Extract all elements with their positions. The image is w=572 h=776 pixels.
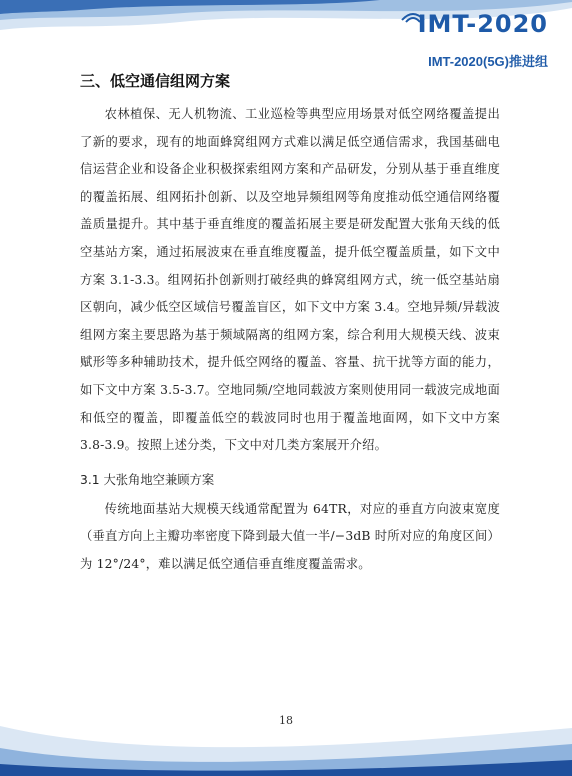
section-intro-paragraph: 农林植保、无人机物流、工业巡检等典型应用场景对低空网络覆盖提出了新的要求，现有的地面蜂窝组网方式难以满足低空通信需求，我国基础电信运营企业和设备企业积极探索组网方案和产品研发，分别从基于垂直维度的覆盖拓展、组网拓扑创新、以及空地异频组网等角度推动低空通信网络覆盖质量提升。其中基于垂直维度的覆盖拓展主要是研发配置大张角天线的低空基站方案，通过拓展波束在垂直维度覆盖，提升低空覆盖质量，如下文中方案 3.1-3.3。组网拓扑创新则打破经典的蜂窝组网方式，统一低空基站扇区朝向，减少低空区域信号覆盖盲区，如下文中方案 3.4。空地异频/异载波组网方案主要思路为基于频域隔离的组网方案，综合利用大规模天线、波束赋形等多种辅助技术，提升低空网络的覆盖、容量、抗干扰等方面的能力，如下文中方案 3.5-3.7。空地同频/空地同载波方案则使用同一载波完成地面和低空的覆盖，即覆盖低空的载波同时也用于覆盖地面网，如下文中方案 3.8-3.9。按照上述分类，下文中对几类方案展开介绍。 (80, 107, 500, 453)
subsection-body-paragraph: 传统地面基站大规模天线通常配置为 64TR，对应的垂直方向波束宽度（垂直方向上主瓣功率密度下降到最大值一半/−3dB 时所对应的角度区间）为 12°/24°，难以满足低空通信垂直维度覆盖需求。 (80, 501, 500, 571)
page-content (80, 70, 500, 579)
subsection-title: 3.1 大张角地空兼顾方案 (80, 472, 215, 487)
logo-wordmark: IMT-2020 (417, 10, 548, 38)
footer-wave-decoration (0, 706, 572, 776)
section-title: 三、低空通信组网方案 (80, 72, 231, 90)
imt2020-logo (398, 6, 548, 69)
page-number: 18 (279, 714, 293, 727)
logo-subtitle: IMT-2020(5G)推进组 (428, 54, 548, 69)
